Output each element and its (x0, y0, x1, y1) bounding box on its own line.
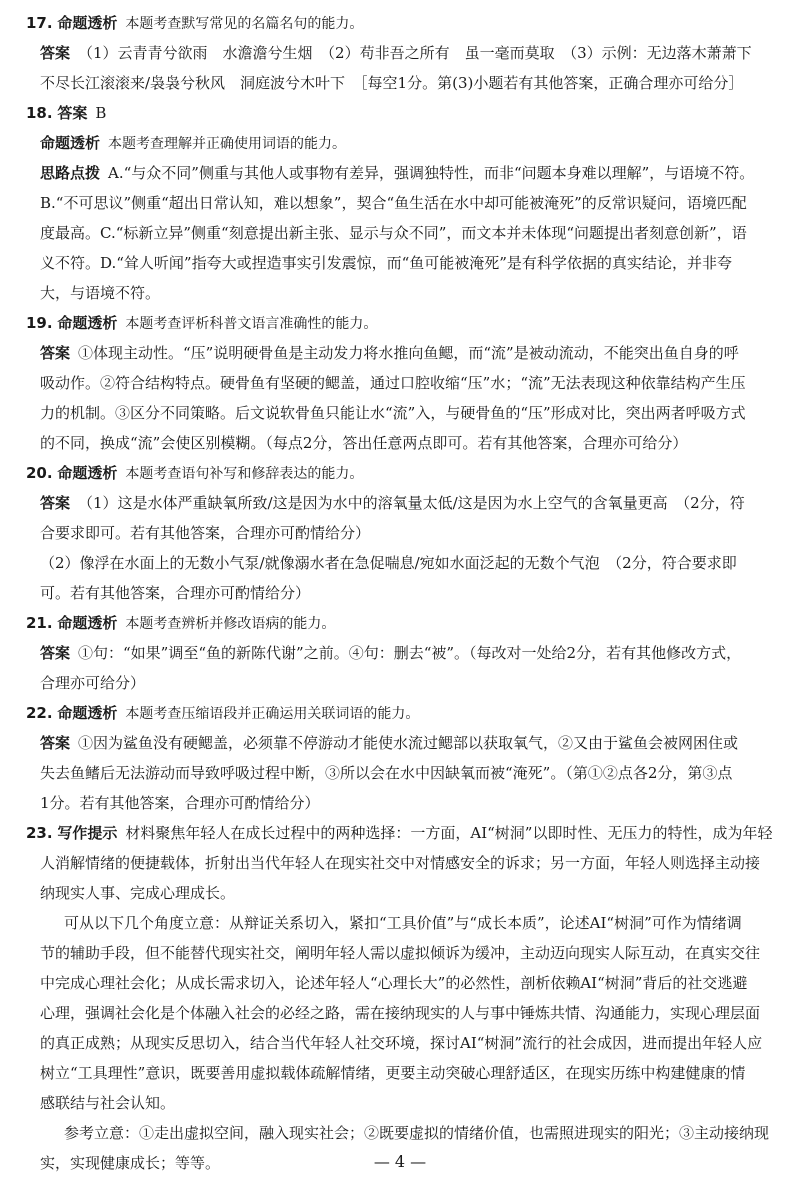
answer-text: 可。若有其他答案，合理亦可酌情给分） (40, 584, 311, 602)
hint-text: 度最高。C.“标新立异”侧重“刻意提出新主张、显示与众不同”，而文本并未体现“问题提出者刻意创新”，语 (40, 224, 747, 242)
paragraph-text: 中完成心理社会化；从成长需求切入，论述年轻人“心理长大”的必然性，剖析依赖AI“树洞”背后的社交逃避 (40, 974, 748, 992)
q23-paragraph-line (26, 1058, 782, 1088)
q17-intent-line (26, 8, 782, 38)
answer-text: 失去鱼鳍后无法游动而导致呼吸过程中断，③所以会在水中因缺氧而被“淹死”。（第①②点各2分，第③点 (40, 764, 733, 782)
q23-paragraph-line (26, 878, 782, 908)
answer-text: （1）云青青兮欲雨 水澹澹兮生烟 （2）苟非吾之所有 虽一毫而莫取 （3）示例：无边落木萧萧下 (78, 44, 752, 62)
paragraph-text: 可从以下几个角度立意：从辩证关系切入，紧扣“工具价值”与“成长本质”，论述AI“树洞”可作为情绪调 (64, 914, 742, 932)
hint-text: 义不符。D.“耸人听闻”指夸大或捏造事实引发震惊，而“鱼可能被淹死”是有科学依据的真实结论，并非夸 (40, 254, 732, 272)
q20-answer-line (26, 578, 782, 608)
q20-answer-line (26, 488, 782, 518)
question-number: 17. (26, 14, 53, 32)
section-label: 命题透析 (57, 314, 118, 332)
paragraph-text: 感联结与社会认知。 (40, 1094, 176, 1112)
answer-text: 吸动作。②符合结构特点。硬骨鱼有坚硬的鳃盖，通过口腔收缩“压”水；“流”无法表现这种依靠结构产生压 (40, 374, 746, 392)
intent-text: 本题考查默写常见的名篇名句的能力。 (125, 16, 364, 32)
answer-page (26, 8, 782, 1178)
q20-answer-line (26, 518, 782, 548)
hint-text: 大，与语境不符。 (40, 284, 161, 302)
answer-text: 不尽长江滚滚来/袅袅兮秋风 洞庭波兮木叶下 ［每空1分。第(3)小题若有其他答案，正确合理亦可给分］ (40, 74, 744, 92)
section-label: 命题透析 (57, 464, 118, 482)
answer-text: （2）像浮在水面上的无数小气泵/就像溺水者在急促喘息/宛如水面泛起的无数个气泡 （2分，符合要求即 (40, 554, 737, 572)
answer-label: 答案 (57, 104, 88, 122)
section-label: 命题透析 (57, 614, 118, 632)
q23-paragraph-line (26, 908, 782, 938)
q18-hint-line (26, 158, 782, 188)
q21-answer-line (26, 668, 782, 698)
intent-text: 本题考查评析科普文语言准确性的能力。 (125, 316, 378, 332)
hint-text: A.“与众不同”侧重与其他人或事物有差异，强调独特性，而非“问题本身难以理解”，与语境不符。 (108, 164, 755, 182)
q19-answer-line (26, 338, 782, 368)
q19-intent-line (26, 308, 782, 338)
answer-text: ①句：“如果”调至“鱼的新陈代谢”之前。④句：删去“被”。（每改对一处给2分，若有其他修改方式， (78, 644, 742, 662)
hint-label: 思路点拨 (40, 164, 101, 182)
q23-paragraph-line (26, 848, 782, 878)
paragraph-text: 节的辅助手段，但不能替代现实社交，阐明年轻人需以虚拟倾诉为缓冲，主动迈向现实人际互动，在真实交往 (40, 944, 761, 962)
q20-intent-line (26, 458, 782, 488)
q18-answer-line (26, 98, 782, 128)
paragraph-text: 纳现实人事、完成心理成长。 (40, 884, 236, 902)
answer-label: 答案 (40, 644, 71, 662)
q22-intent-line (26, 698, 782, 728)
section-label: 命题透析 (57, 14, 118, 32)
paragraph-text: 人消解情绪的便捷载体，折射出当代年轻人在现实社交中对情感安全的诉求；另一方面，年轻人则选择主动接 (40, 854, 761, 872)
answer-text: B (95, 104, 107, 122)
q18-intent-line (26, 128, 782, 158)
q22-answer-line (26, 758, 782, 788)
q19-answer-line (26, 428, 782, 458)
answer-text: （1）这是水体严重缺氧所致/这是因为水中的溶氧量太低/这是因为水上空气的含氧量更高 （2分，符 (78, 494, 745, 512)
paragraph-text: 心理，强调社会化是个体融入社会的必经之路，需在接纳现实的人与事中锤炼共情、沟通能力，实现心理层面 (40, 1004, 761, 1022)
paragraph-text: 参考立意：①走出虚拟空间，融入现实社会；②既要虚拟的情绪价值，也需照进现实的阳光；③主动接纳现 (64, 1124, 770, 1142)
answer-label: 答案 (40, 344, 71, 362)
intent-text: 本题考查语句补写和修辞表达的能力。 (125, 466, 364, 482)
answer-text: 1分。若有其他答案，合理亦可酌情给分） (40, 794, 320, 812)
q21-answer-line (26, 638, 782, 668)
section-label: 命题透析 (57, 704, 118, 722)
question-number: 19. (26, 314, 53, 332)
section-label: 命题透析 (40, 134, 101, 152)
q23-paragraph-line (26, 998, 782, 1028)
answer-text: ①体现主动性。“压”说明硬骨鱼是主动发力将水推向鱼鳃，而“流”是被动流动，不能突出鱼自身的呼 (78, 344, 739, 362)
q19-answer-line (26, 398, 782, 428)
question-number: 21. (26, 614, 53, 632)
answer-label: 答案 (40, 44, 71, 62)
q22-answer-line (26, 728, 782, 758)
q23-paragraph-line (26, 938, 782, 968)
answer-text: 合要求即可。若有其他答案，合理亦可酌情给分） (40, 524, 371, 542)
answer-text: 力的机制。③区分不同策略。后文说软骨鱼只能让水“流”入，与硬骨鱼的“压”形成对比，突出两者呼吸方式 (40, 404, 746, 422)
q17-answer-line (26, 68, 782, 98)
question-number: 22. (26, 704, 53, 722)
intent-text: 本题考查理解并正确使用词语的能力。 (108, 136, 347, 152)
answer-text: 合理亦可给分） (40, 674, 146, 692)
answer-text: ①因为鲨鱼没有硬鳃盖，必须靠不停游动才能使水流过鳃部以获取氧气，②又由于鲨鱼会被网困住或 (78, 734, 739, 752)
section-label: 写作提示 (57, 824, 118, 842)
q18-hint-line (26, 188, 782, 218)
paragraph-text: 实，实现健康成长；等等。 (40, 1154, 221, 1172)
paragraph-text: 的真正成熟；从现实反思切入，结合当代年轻人社交环境，探讨AI“树洞”流行的社会成因，进而提出年轻人应 (40, 1034, 763, 1052)
page-number: — 4 — (373, 1152, 427, 1171)
intent-text: 本题考查辨析并修改语病的能力。 (125, 616, 336, 632)
q23-paragraph-line (26, 968, 782, 998)
q17-answer-line (26, 38, 782, 68)
q19-answer-line (26, 368, 782, 398)
answer-label: 答案 (40, 734, 71, 752)
q23-paragraph-line (26, 1118, 782, 1148)
answer-text: 的不同，换成“流”会使区别模糊。（每点2分，答出任意两点即可。若有其他答案，合理亦可给分） (40, 434, 688, 452)
paragraph-text: 材料聚焦年轻人在成长过程中的两种选择：一方面，AI“树洞”以即时性、无压力的特性，成为年轻 (125, 824, 773, 842)
hint-text: B.“不可思议”侧重“超出日常认知，难以想象”，契合“鱼生活在水中却可能被淹死”的反常识疑问，语境匹配 (40, 194, 747, 212)
q23-prompt-line (26, 818, 782, 848)
q23-paragraph-line (26, 1088, 782, 1118)
q18-hint-line (26, 278, 782, 308)
paragraph-text: 树立“工具理性”意识，既要善用虚拟载体疏解情绪，更要主动突破心理舒适区，在现实历练中构建健康的情 (40, 1064, 746, 1082)
question-number: 20. (26, 464, 53, 482)
q22-answer-line (26, 788, 782, 818)
question-number: 23. (26, 824, 53, 842)
question-number: 18. (26, 104, 53, 122)
q18-hint-line (26, 218, 782, 248)
answer-label: 答案 (40, 494, 71, 512)
q20-answer-line (26, 548, 782, 578)
q18-hint-line (26, 248, 782, 278)
q21-intent-line (26, 608, 782, 638)
intent-text: 本题考查压缩语段并正确运用关联词语的能力。 (125, 706, 420, 722)
q23-paragraph-line (26, 1028, 782, 1058)
